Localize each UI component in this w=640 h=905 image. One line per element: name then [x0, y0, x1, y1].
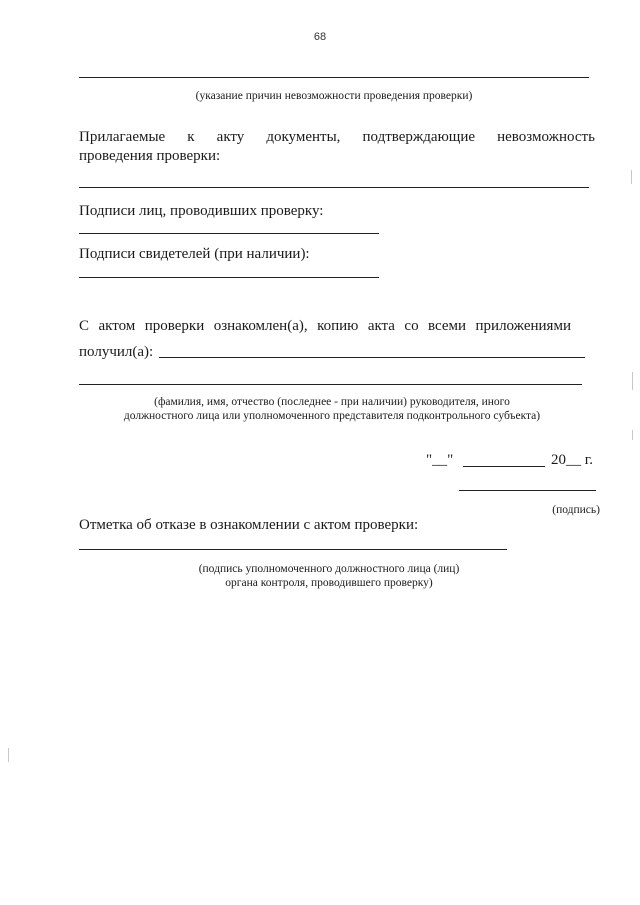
inspectors-signatures-label: Подписи лиц, проводивших проверку:	[79, 203, 324, 219]
acknowledged-word: актом	[98, 318, 136, 334]
acknowledged-word: С	[79, 318, 90, 334]
signature-caption: (подпись)	[552, 504, 600, 516]
acknowledged-paragraph-line1	[79, 317, 571, 336]
received-label: получил(а):	[79, 344, 154, 360]
refusal-label: Отметка об отказе в ознакомлении с актом проверки:	[79, 517, 419, 533]
date-year-blank: __	[566, 452, 581, 468]
refusal-caption-line1: (подпись уполномоченного должностного лица (лиц)	[198, 563, 460, 575]
documents-line	[79, 187, 589, 188]
reason-caption: (указание причин невозможности проведения проверки)	[195, 90, 473, 102]
acknowledged-word: всеми	[428, 318, 467, 334]
scan-edge-mark	[8, 748, 9, 762]
documents-paragraph-line2: проведения проверки:	[79, 148, 221, 164]
acknowledged-word: со	[404, 318, 419, 334]
scan-edge-mark	[632, 430, 633, 440]
refusal-line	[79, 549, 507, 550]
documents-paragraph-line1	[79, 128, 595, 147]
documents-word: документы,	[266, 129, 341, 145]
page-number: 68	[313, 31, 327, 43]
acknowledged-word: ознакомлен(а),	[213, 318, 308, 334]
witnesses-signatures-label: Подписи свидетелей (при наличии):	[79, 246, 310, 262]
documents-word: невозможность	[497, 129, 595, 145]
date-quote-close: "	[447, 452, 454, 468]
date-year-prefix: 20	[551, 452, 566, 468]
refusal-caption-line2: органа контроля, проводившего проверку)	[225, 577, 433, 589]
acknowledged-word: проверки	[144, 318, 205, 334]
date-field	[426, 451, 453, 470]
inspectors-signature-line	[79, 233, 379, 234]
date-year-suffix: г.	[584, 452, 593, 468]
acknowledged-name-line	[79, 384, 582, 385]
received-line	[159, 357, 585, 358]
acknowledged-caption-line2: должностного лица или уполномоченного представителя подконтрольного субъекта)	[123, 410, 541, 422]
documents-word: подтверждающие	[362, 129, 476, 145]
documents-word: к	[187, 129, 195, 145]
scan-edge-mark	[631, 170, 632, 184]
reason-line	[79, 77, 589, 78]
witnesses-signature-line	[79, 277, 379, 278]
date-year	[551, 451, 593, 470]
scan-edge-mark	[632, 372, 633, 390]
signature-line	[459, 490, 596, 491]
acknowledged-caption-line1: (фамилия, имя, отчество (последнее - при наличии) руководителя, иного	[154, 396, 510, 408]
documents-word: акту	[216, 129, 245, 145]
acknowledged-word: копию	[317, 318, 359, 334]
date-month-line	[463, 466, 545, 467]
acknowledged-word: приложениями	[475, 318, 571, 334]
date-quote-open: "	[426, 452, 433, 468]
acknowledged-word: акта	[367, 318, 395, 334]
date-day-blank: __	[432, 452, 448, 468]
documents-word: Прилагаемые	[79, 129, 166, 145]
